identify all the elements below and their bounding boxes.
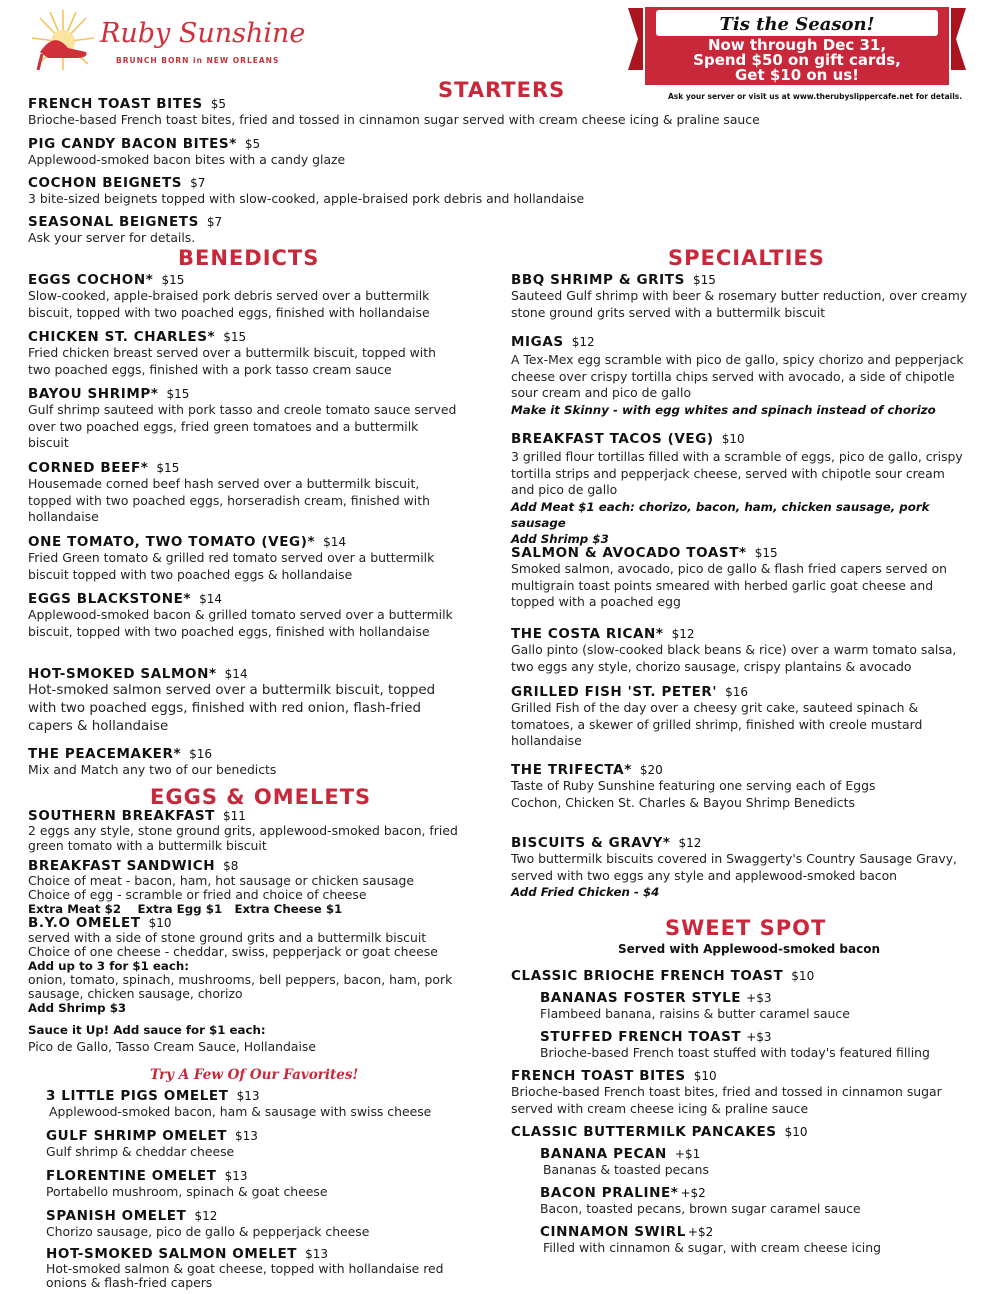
item-desc: Hot-smoked salmon & goat cheese, topped with hollandaise red onions & flash-fried capers [46,1261,444,1290]
item-price: $16 [725,685,749,699]
item-name: FLORENTINE OMELET [46,1168,217,1184]
item-note: Add Meat $1 each: chorizo, bacon, ham, chicken sausage, pork sausage [511,499,930,530]
item-name: CORNED BEEF* [28,460,149,476]
item-desc: served with a side of stone ground grits and a buttermilk biscuit [28,930,427,945]
item-price: $5 [244,137,261,151]
item-name: BREAKFAST SANDWICH [28,858,216,874]
item-name: CLASSIC BUTTERMILK PANCAKES [511,1124,777,1140]
sauce-block [28,1021,468,1057]
menu-item [28,858,468,915]
item-name: MIGAS [511,334,564,350]
add-shrimp: Add Shrimp $3 [28,1001,127,1015]
item-name: BBQ SHRIMP & GRITS [511,272,685,288]
menu-item [28,214,928,247]
menu-item [28,534,458,591]
item-desc: Applewood-smoked bacon bites with a candy glaze [28,152,346,167]
sun-shoe-icon [28,8,98,72]
item-price: $10 [784,1125,808,1139]
item-name: CHICKEN ST. CHARLES* [28,329,216,345]
item-extras: Extra Meat $2 Extra Egg $1 Extra Cheese $1 [28,902,343,916]
menu-item [28,460,458,534]
item-name: HOT-SMOKED SALMON OMELET [46,1246,298,1262]
item-price: $10 [721,432,745,446]
item-price: +$2 [687,1225,714,1239]
menu-item [28,808,468,858]
menu-item [28,386,458,460]
menu-item [511,626,971,684]
item-desc: 3 bite-sized beignets topped with slow-cooked, apple-braised pork debris and hollandaise [28,191,585,206]
item-desc: Slow-cooked, apple-braised pork debris served over a buttermilk biscuit, topped with two poached eggs, finished with hollandaise [28,288,430,320]
menu-item [511,272,971,333]
item-desc: Sauteed Gulf shrimp with beer & rosemary butter reduction, over creamy stone ground grits served with a buttermilk biscuit [511,288,968,320]
item-name: FRENCH TOAST BITES [28,96,203,112]
item-price: $13 [235,1129,258,1143]
item-name: 3 LITTLE PIGS OMELET [46,1088,229,1104]
menu-subitem [511,1029,971,1068]
eggs-section [28,808,468,1057]
item-name: CLASSIC BRIOCHE FRENCH TOAST [511,968,784,984]
menu-subitem [511,990,971,1029]
favorites-section [46,1088,476,1290]
item-desc: Choice of one cheese - cheddar, swiss, pepperjack or goat cheese [28,944,438,959]
promo-note: Ask your server or visit us at www.therubyslippercafe.net for details. [668,92,963,101]
item-name: HOT-SMOKED SALMON* [28,666,217,682]
menu-item [46,1088,476,1128]
item-desc: Choice of meat - bacon, ham, hot sausage or chicken sausage [28,873,414,888]
item-name: SPANISH OMELET [46,1208,187,1224]
eggs-heading: EGGS & OMELETS [150,785,372,809]
item-desc: Bacon, toasted pecans, brown sugar caramel sauce [540,1201,861,1216]
menu-item [28,591,458,666]
item-price: $15 [692,273,716,287]
item-desc: Choice of egg - scramble or fried and choice of cheese [28,887,367,902]
item-name: BANANAS FOSTER STYLE [540,990,742,1006]
item-price: $20 [639,763,663,777]
item-desc: Gulf shrimp sauteed with pork tasso and creole tomato sauce served over two poached eggs, fried green tomatoes and a buttermilk biscuit [28,402,457,450]
item-price: $7 [206,215,223,229]
item-desc: Mix and Match any two of our benedicts [28,762,277,777]
menu-item [511,545,971,626]
sweet-subtitle: Served with Applewood-smoked bacon [618,942,880,956]
benedicts-heading: BENEDICTS [178,246,320,270]
menu-item [511,333,971,430]
item-desc: 2 eggs any style, stone ground grits, applewood-smoked bacon, fried green tomato with a buttermilk biscuit [28,823,458,853]
item-desc: Grilled Fish of the day over a cheesy grit cake, sauteed spinach & tomatoes, a skewer of grilled shrimp, finished with creole mustard hollandaise [511,700,923,748]
item-name: SALMON & AVOCADO TOAST* [511,545,747,561]
item-name: THE TRIFECTA* [511,762,632,778]
item-price: $15 [161,273,185,287]
menu-item [511,1124,971,1146]
item-note: Add Fried Chicken - $4 [511,885,660,899]
sauce-label: Sauce it Up! Add sauce for $1 each: [28,1023,266,1037]
item-desc: Applewood-smoked bacon & grilled tomato served over a buttermilk biscuit, topped with two poached eggs, finished with hollandaise [28,607,453,639]
specialties-heading: SPECIALTIES [668,246,825,270]
item-name: GRILLED FISH 'ST. PETER' [511,684,718,700]
menu-item [46,1246,476,1290]
benedicts-section [28,272,458,779]
addon-label: Add up to 3 for $1 each: [28,959,189,973]
item-name: EGGS BLACKSTONE* [28,591,192,607]
brand-name: Ruby Sunshine [100,18,306,49]
item-price: $13 [224,1169,248,1183]
item-desc: Housemade corned beef hash served over a buttermilk biscuit, topped with two poached eggs, horseradish cream, finished with hollandaise [28,476,430,524]
item-name: BACON PRALINE* [540,1185,679,1201]
item-desc: Two buttermilk biscuits covered in Swaggerty's Country Sausage Gravy, served with two eggs any style and applewood-smoked bacon [511,851,958,883]
menu-item [511,762,971,835]
item-price: $16 [189,747,213,761]
sauce-list: Pico de Gallo, Tasso Cream Sauce, Hollandaise [28,1039,317,1054]
menu-subitem [511,1146,971,1185]
menu-item [511,684,971,762]
menu-item [28,666,458,746]
logo [28,8,306,72]
menu-subitem [511,1185,971,1224]
item-desc: A Tex-Mex egg scramble with pico de gallo, spicy chorizo and pepperjack cheese over crispy tortilla chips served with avocado, a side of chipotle sour cream and pico de gallo [511,352,964,400]
item-desc: Flambeed banana, raisins & butter caramel sauce [540,1006,850,1021]
item-desc: Fried Green tomato & grilled red tomato served over a buttermilk biscuit topped with two poached eggs & hollandaise [28,550,435,582]
item-name: SOUTHERN BREAKFAST [28,808,215,824]
item-name: B.Y.O OMELET [28,915,141,931]
promo-body: Now through Dec 31, Spend $50 on gift cards, Get $10 on us! [693,36,901,84]
item-price: +$3 [746,1030,772,1044]
item-desc: Hot-smoked salmon served over a buttermilk biscuit, topped with two poached eggs, finished with red onion, flash-fried capers & hollandaise [28,683,436,734]
item-desc: Gulf shrimp & cheddar cheese [46,1144,235,1159]
item-price: $15 [223,330,247,344]
item-price: $13 [236,1089,260,1103]
sweet-section [511,968,971,1257]
starters-section [28,96,928,247]
item-price: $7 [190,176,206,190]
item-price: $10 [148,916,172,930]
item-desc: Brioche-based French toast bites, fried and tossed in cinnamon sugar served with cream cheese icing & praline sauce [28,112,760,127]
item-price: $15 [754,546,778,560]
item-price: $10 [693,1069,717,1083]
item-price: $5 [210,97,226,111]
menu-subitem [511,1224,971,1257]
item-desc: Brioche-based French toast bites, fried and tossed in cinnamon sugar served with cream cheese icing & praline sauce [511,1084,942,1116]
promo-banner [628,6,966,102]
menu-item [28,329,458,386]
item-price: $14 [323,535,347,549]
item-price: $15 [166,387,190,401]
item-name: CINNAMON SWIRL [540,1224,686,1240]
item-price: +$3 [746,991,772,1005]
menu-item [28,136,928,175]
menu-item [28,915,468,1021]
item-name: GULF SHRIMP OMELET [46,1128,228,1144]
item-name: COCHON BEIGNETS [28,175,183,191]
menu-item [46,1168,476,1208]
menu-item [28,175,928,214]
item-desc: Portabello mushroom, spinach & goat cheese [46,1184,328,1199]
item-price: +$1 [674,1147,701,1161]
item-desc: Applewood-smoked bacon, ham & sausage with swiss cheese [49,1104,432,1119]
item-desc: Brioche-based French toast stuffed with today's featured filling [540,1045,930,1060]
item-name: THE PEACEMAKER* [28,746,182,762]
item-name: STUFFED FRENCH TOAST [540,1029,742,1045]
starters-heading: STARTERS [438,78,566,102]
specialties-section [511,272,971,900]
item-desc: Chorizo sausage, pico de gallo & pepperjack cheese [46,1224,370,1239]
menu-item [28,272,458,329]
item-name: SEASONAL BEIGNETS [28,214,199,230]
item-name: BISCUITS & GRAVY* [511,835,671,851]
item-note: Add Shrimp $3 [511,531,609,546]
menu-item [46,1128,476,1168]
item-name: BREAKFAST TACOS (VEG) [511,431,714,447]
menu-item [28,96,928,136]
item-name: FRENCH TOAST BITES [511,1068,686,1084]
item-price: $12 [671,627,695,641]
item-price: $13 [305,1247,328,1261]
menu-item [511,835,971,900]
item-price: $12 [571,335,595,349]
item-desc: Gallo pinto (slow-cooked black beans & rice) over a warm tomato salsa, two eggs any style, chorizo sausage, crispy plantains & avocado [511,642,957,674]
item-name: BANANA PECAN [540,1146,667,1162]
item-name: ONE TOMATO, TWO TOMATO (VEG)* [28,534,316,550]
item-price: $12 [194,1209,218,1223]
item-desc: 3 grilled flour tortillas filled with a scramble of eggs, pico de gallo, crispy tortilla strips and pepperjack cheese, served with chipotle sour cream and pico de gallo [511,449,963,497]
favorites-heading: Try A Few Of Our Favorites! [150,1067,359,1083]
menu-item [46,1208,476,1246]
item-price: $14 [199,592,223,606]
item-note: Make it Skinny - with egg whites and spinach instead of chorizo [511,402,936,417]
item-price: $11 [222,809,246,823]
item-price: $12 [678,836,702,850]
item-name: BAYOU SHRIMP* [28,386,159,402]
menu-item [511,968,971,990]
menu-item [511,430,971,545]
item-desc: Filled with cinnamon & sugar, with cream cheese icing [543,1240,881,1255]
item-desc: Taste of Ruby Sunshine featuring one serving each of Eggs Cochon, Chicken St. Charles & Bayou Shrimp Benedicts [511,778,876,810]
item-price: $15 [156,461,180,475]
addon-list: onion, tomato, spinach, mushrooms, bell peppers, bacon, ham, pork sausage, chicken sausage, chorizo [28,972,453,1001]
brand-tagline: BRUNCH BORN in NEW ORLEANS [116,56,280,65]
menu-item [511,1068,971,1124]
sweet-heading: SWEET SPOT [665,916,827,940]
item-price: $8 [223,859,239,873]
item-name: PIG CANDY BACON BITES* [28,136,237,152]
item-desc: Smoked salmon, avocado, pico de gallo & flash fried capers served on multigrain toast points smeared with herbed garlic goat cheese and topped with a poached egg [511,561,948,609]
promo-title: Tis the Season! [719,14,875,35]
item-desc: Fried chicken breast served over a buttermilk biscuit, topped with two poached eggs, finished with a pork tasso cream sauce [28,345,436,377]
item-price: $14 [224,667,248,681]
item-desc: Ask your server for details. [28,230,196,245]
item-desc: Bananas & toasted pecans [543,1162,709,1177]
item-price: +$2 [680,1186,706,1200]
item-price: $10 [791,969,815,983]
menu-item [28,746,458,779]
item-name: EGGS COCHON* [28,272,154,288]
item-name: THE COSTA RICAN* [511,626,664,642]
